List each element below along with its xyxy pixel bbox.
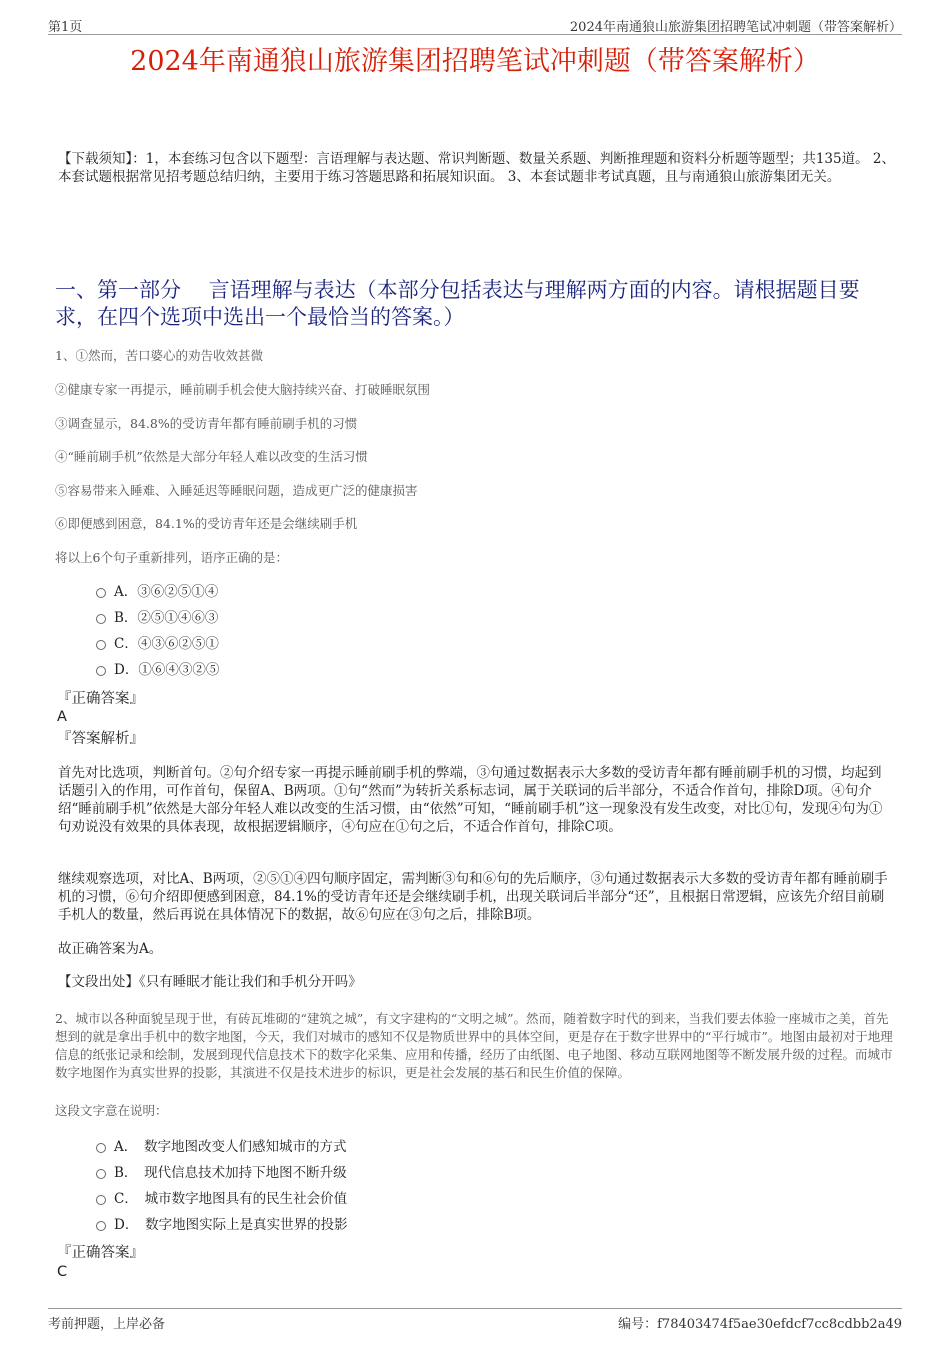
q1-analysis-label: 『答案解析』 xyxy=(57,731,144,747)
q1-line-6: ⑥即便感到困意，84.1%的受访青年还是会继续刷手机 xyxy=(55,516,358,531)
q2-option-c[interactable]: C． 城市数字地图具有的民生社会价值 xyxy=(96,1189,347,1209)
q1-source: 【文段出处】《只有睡眠才能让我们和手机分开吗》 xyxy=(58,974,362,990)
document-title: 2024年南通狼山旅游集团招聘笔试冲刺题（带答案解析） xyxy=(130,46,820,77)
q2-option-a[interactable]: A． 数字地图改变人们感知城市的方式 xyxy=(96,1137,347,1157)
q1-prompt: 将以上6个句子重新排列，语序正确的是： xyxy=(55,550,288,565)
q1-conclusion: 故正确答案为A。 xyxy=(58,941,163,957)
radio-icon[interactable] xyxy=(96,1221,106,1231)
q2-prompt: 这段文字意在说明： xyxy=(55,1103,168,1118)
header-doc-title: 2024年南通狼山旅游集团招聘笔试冲刺题（带答案解析） xyxy=(569,20,902,35)
q1-option-a[interactable]: A．③⑥②⑤①④ xyxy=(96,582,218,602)
q1-line-1: 1、①然而，苦口婆心的劝告收效甚微 xyxy=(55,348,263,363)
radio-icon[interactable] xyxy=(96,666,106,676)
q1-analysis-para-2: 继续观察选项，对比A、B两项，②⑤①④四句顺序固定，需判断③句和⑥句的先后顺序，③句通过数据表示大多数的受访青年都有睡前刷手机的习惯，⑥句介绍即便感到困意，84.1%的受访青年还是会继续刷手机，出现关联词后半部分“还”，且根据日常逻辑，应该先介绍目前刷手机人的数量，然后再说在具体情况下的数据，故⑥句应在③句之后，排除B项。 xyxy=(58,871,888,923)
download-notice: 【下载须知】：1，本套练习包含以下题型：言语理解与表达题、常识判断题、数量关系题、判断推理题和资料分析题等题型；共135道。 2、本套试题根据常见招考题总结归纳，主要用于练习答题思路和拓展知识面。 3、本套试题非考试真题，且与南通狼山旅游集团无关。 xyxy=(58,151,895,185)
radio-icon[interactable] xyxy=(96,1195,106,1205)
radio-icon[interactable] xyxy=(96,588,106,598)
footer-serial: 编号：f78403474f5ae30efdcf7cc8cdbb2a49 xyxy=(618,1317,902,1332)
section-heading: 一、第一部分 言语理解与表达（本部分包括表达与理解两方面的内容。请根据题目要求，在四个选项中选出一个最恰当的答案。） xyxy=(55,278,860,329)
q1-answer: A xyxy=(57,709,67,725)
page-header xyxy=(48,14,902,35)
q2-stem: 2、城市以各种面貌呈现于世，有砖瓦堆砌的“建筑之城”，有文字建构的“文明之城”。然而，随着数字时代的到来，当我们要去体验一座城市之美，首先想到的就是拿出手机中的数字地图，今天，我们对城市的感知不仅是物质世界中的具体空间，更是存在于数字世界中的“平行城市”。地图由最初对于地理信息的纸张记录和绘制，发展到现代信息技术下的数字化采集、应用和传播，经历了由纸图、电子地图、移动互联网地图等不断发展升级的过程。而城市数字地图作为真实世界的投影，其演进不仅是技术进步的标识，更是社会发展的基石和民生价值的保障。 xyxy=(55,1011,893,1080)
q1-analysis-para-1: 首先对比选项，判断首句。②句介绍专家一再提示睡前刷手机的弊端，③句通过数据表示大多数的受访青年都有睡前刷手机的习惯，均起到话题引入的作用，可作首句，保留A、B两项。①句“然而”为转折关系标志词，属于关联词的后半部分，不适合作首句，排除D项。④句介绍“睡前刷手机”依然是大部分年轻人难以改变的生活习惯，由“依然”可知，“睡前刷手机”这一现象没有发生改变，对比①句，发现④句为①句劝说没有效果的具体表现，故根据逻辑顺序，④句应在①句之后，不适合作首句，排除C项。 xyxy=(58,765,883,835)
page-footer xyxy=(48,1308,902,1331)
q1-option-d[interactable]: D．①⑥④③②⑤ xyxy=(96,660,219,680)
q2-option-d[interactable]: D． 数字地图实际上是真实世界的投影 xyxy=(96,1215,348,1235)
radio-icon[interactable] xyxy=(96,1169,106,1179)
footer-slogan: 考前押题，上岸必备 xyxy=(48,1317,166,1332)
q1-line-4: ④“睡前刷手机”依然是大部分年轻人难以改变的生活习惯 xyxy=(55,449,368,464)
q2-answer-label: 『正确答案』 xyxy=(57,1245,144,1261)
q2-answer: C xyxy=(57,1264,68,1280)
q1-line-5: ⑤容易带来入睡难、入睡延迟等睡眠问题，造成更广泛的健康损害 xyxy=(55,483,418,498)
page-number: 第1页 xyxy=(48,20,83,35)
radio-icon[interactable] xyxy=(96,614,106,624)
q1-line-3: ③调查显示，84.8%的受访青年都有睡前刷手机的习惯 xyxy=(55,416,358,431)
q1-option-b[interactable]: B．②⑤①④⑥③ xyxy=(96,608,218,628)
radio-icon[interactable] xyxy=(96,640,106,650)
q1-answer-label: 『正确答案』 xyxy=(57,691,144,707)
q1-option-c[interactable]: C．④③⑥②⑤① xyxy=(96,634,219,654)
q1-line-2: ②健康专家一再提示，睡前刷手机会使大脑持续兴奋、打破睡眠氛围 xyxy=(55,382,431,397)
q2-option-b[interactable]: B． 现代信息技术加持下地图不断升级 xyxy=(96,1163,347,1183)
radio-icon[interactable] xyxy=(96,1143,106,1153)
